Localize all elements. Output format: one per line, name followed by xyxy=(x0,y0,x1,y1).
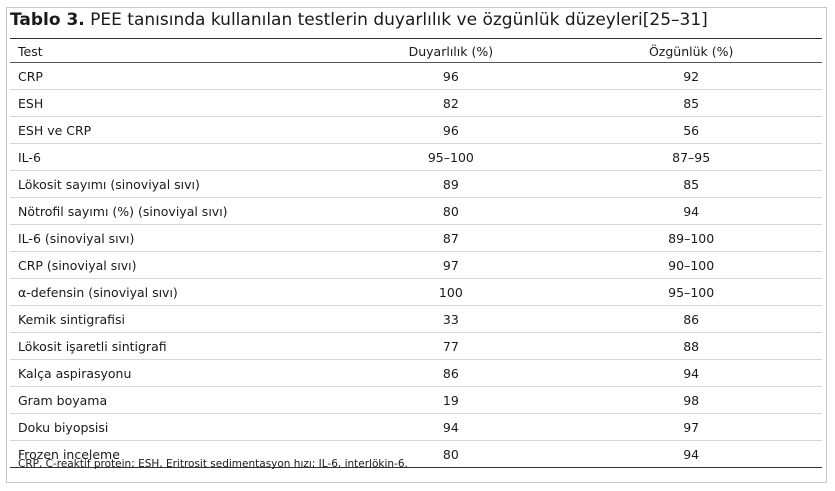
cell-sensitivity: 19 xyxy=(442,392,459,408)
cell-sensitivity: 82 xyxy=(442,95,459,111)
cell-sensitivity: 96 xyxy=(442,122,459,138)
table-body xyxy=(10,63,822,468)
cell-specificity: 94 xyxy=(683,365,700,381)
cell-test: CRP xyxy=(18,68,43,84)
table-footnote: CRP, C-reaktif protein; ESH, Eritrosit sedimentasyon hızı; IL-6, interlökin-6. xyxy=(18,458,408,470)
cell-test: Kalça aspirasyonu xyxy=(18,365,132,381)
cell-sensitivity: 96 xyxy=(442,68,459,84)
table-caption xyxy=(10,9,822,31)
cell-sensitivity: 89 xyxy=(442,176,459,192)
cell-test: Kemik sintigrafisi xyxy=(18,311,126,327)
table-row xyxy=(10,90,822,117)
cell-specificity: 97 xyxy=(683,419,700,435)
cell-sensitivity: 80 xyxy=(442,203,459,219)
header-sensitivity: Duyarlılık (%) xyxy=(341,40,552,63)
cell-sensitivity: 94 xyxy=(442,419,459,435)
cell-sensitivity: 33 xyxy=(442,311,459,327)
table-row xyxy=(10,171,822,198)
cell-specificity: 95–100 xyxy=(668,284,715,300)
cell-test: Doku biyopsisi xyxy=(18,419,109,435)
cell-specificity: 87–95 xyxy=(672,149,711,165)
cell-sensitivity: 80 xyxy=(442,446,459,462)
table-row xyxy=(10,360,822,387)
cell-specificity: 56 xyxy=(683,122,700,138)
table-row xyxy=(10,414,822,441)
cell-test: ESH ve CRP xyxy=(18,122,92,138)
cell-sensitivity: 87 xyxy=(442,230,459,246)
top-rule xyxy=(10,38,822,39)
cell-test: α-defensin (sinoviyal sıvı) xyxy=(18,284,178,300)
cell-test: IL-6 (sinoviyal sıvı) xyxy=(18,230,135,246)
cell-test: ESH xyxy=(18,95,44,111)
cell-specificity: 94 xyxy=(683,203,700,219)
cell-sensitivity: 95–100 xyxy=(427,149,474,165)
cell-specificity: 85 xyxy=(683,95,700,111)
cell-test: Lökosit işaretli sintigrafi xyxy=(18,338,167,354)
cell-sensitivity: 97 xyxy=(442,257,459,273)
cell-specificity: 98 xyxy=(683,392,700,408)
cell-test: Nötrofil sayımı (%) (sinoviyal sıvı) xyxy=(18,203,228,219)
cell-test: CRP (sinoviyal sıvı) xyxy=(18,257,137,273)
table-row xyxy=(10,306,822,333)
cell-sensitivity: 86 xyxy=(442,365,459,381)
cell-specificity: 94 xyxy=(683,446,700,462)
table-row xyxy=(10,387,822,414)
table-row xyxy=(10,252,822,279)
header-row xyxy=(10,40,822,63)
table-row xyxy=(10,225,822,252)
header-specificity: Özgünlük (%) xyxy=(552,40,822,63)
cell-sensitivity: 100 xyxy=(438,284,463,300)
cell-test: Frozen inceleme xyxy=(18,446,120,462)
caption-label: Tablo 3. xyxy=(10,10,85,30)
cell-sensitivity: 77 xyxy=(442,338,459,354)
cell-specificity: 86 xyxy=(683,311,700,327)
cell-specificity: 92 xyxy=(683,68,700,84)
table-row xyxy=(10,63,822,90)
table-row xyxy=(10,279,822,306)
table-header xyxy=(10,40,822,63)
cell-specificity: 90–100 xyxy=(668,257,715,273)
cell-test: Gram boyama xyxy=(18,392,108,408)
cell-specificity: 89–100 xyxy=(668,230,715,246)
cell-test: IL-6 xyxy=(18,149,41,165)
table-row xyxy=(10,198,822,225)
cell-test: Lökosit sayımı (sinoviyal sıvı) xyxy=(18,176,200,192)
table-row xyxy=(10,117,822,144)
data-table xyxy=(10,40,822,468)
header-test: Test xyxy=(10,40,341,63)
table-row xyxy=(10,144,822,171)
cell-specificity: 88 xyxy=(683,338,700,354)
cell-specificity: 85 xyxy=(683,176,700,192)
caption-text: PEE tanısında kullanılan testlerin duyarlılık ve özgünlük düzeyleri[25–31] xyxy=(90,10,708,30)
table-row xyxy=(10,333,822,360)
